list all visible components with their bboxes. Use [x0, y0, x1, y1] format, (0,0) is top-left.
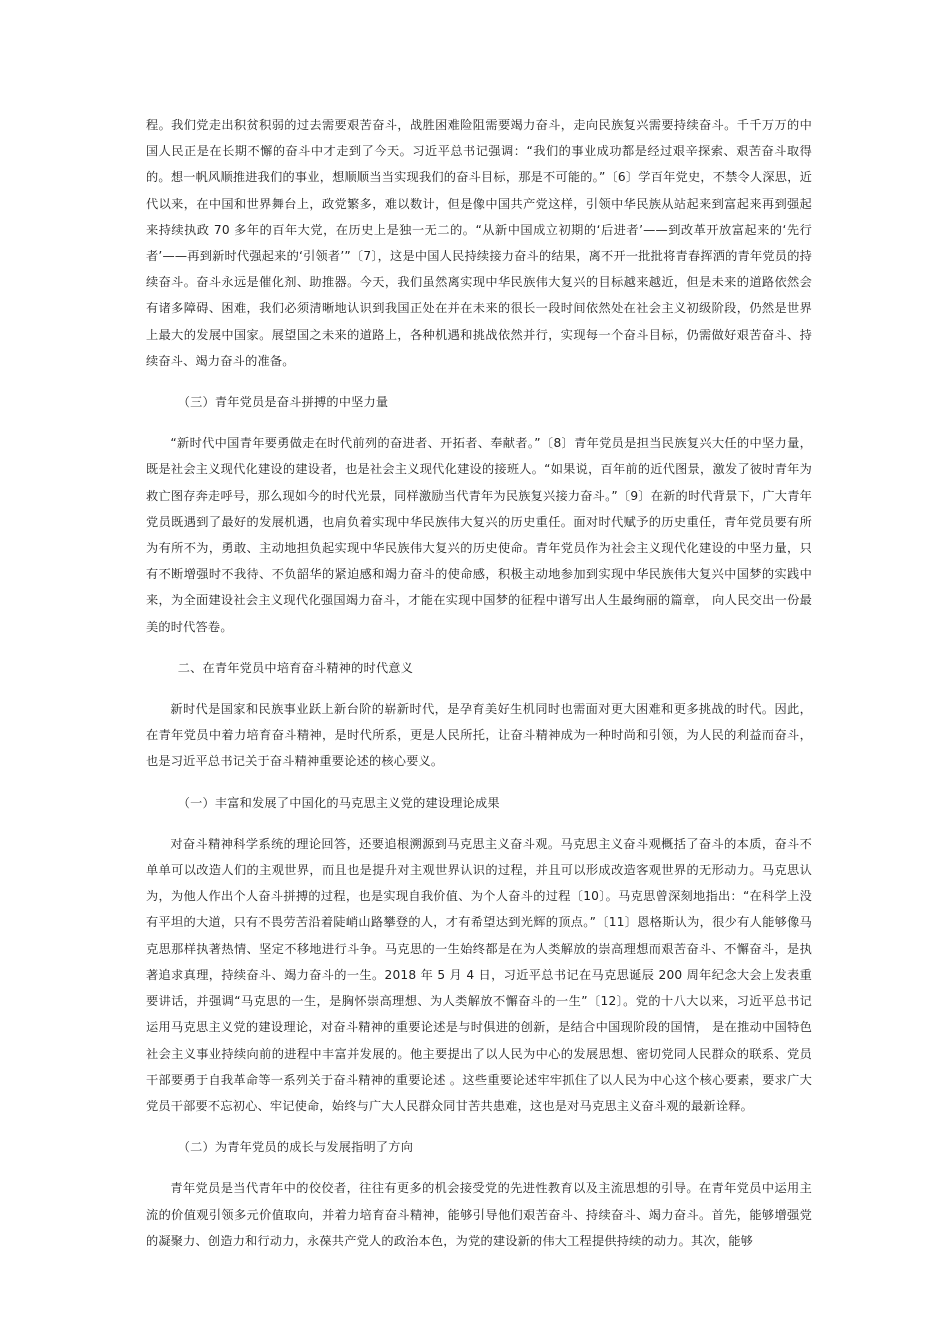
section-heading: （三）青年党员是奋斗拼搏的中坚力量	[177, 395, 389, 410]
section-heading: 二、在青年党员中培育奋斗精神的时代意义	[177, 660, 414, 675]
paragraph: 对奋斗精神科学系统的理论回答，还要追根溯源到马克思主义奋斗观。马克思主义奋斗观概括了奋斗的本质，奋斗不单单可以改造人们的主观世界，而且也是提升对主观世界认识的过程，并且可以形成改造客观世界的无形动力。马克思认为，为他人作出个人奋斗拼搏的过程，也是实现自我价值、为个人奋斗的过程〔10〕。马克思曾深刻地指出：“在科学上没有平坦的大道，只有不畏劳苦沿着陡峭山路攀登的人，才有希望达到光辉的顶点。”〔11〕恩格斯认为，很少有人能够像马克思那样执著热情、坚定不移地进行斗争。马克思的一生始终都是在为人类解放的崇高理想而艰苦奋斗、不懈奋斗，是执著追求真理，持续奋斗、竭力奋斗的一生。2018 年 5 月 4 日，习近平总书记在马克思诞辰 200 周年纪念大会上发表重要讲话，并强调“马克思的一生，是胸怀崇高理想、为人类解放不懈奋斗的一生”〔12〕。党的十八大以来，习近平总书记运用马克思主义党的建设理论，对奋斗精神的重要论述是与时俱进的创新，是结合中国现阶段的国情， 是在推动中国特色社会主义事业持续向前的进程中丰富并发展的。他主要提出了以人民为中心的发展思想、密切党同人民群众的联系、党员干部要勇于自我革命等一系列关于奋斗精神的重要论述 。这些重要论述牢牢抓住了以人民为中心这个核心要素，要求广大党员干部要不忘初心、牢记使命，始终与广大人民群众同甘苦共患难，这也是对马克思主义奋斗观的最新诠释。	[146, 836, 812, 1113]
paragraph: 青年党员是当代青年中的佼佼者，往往有更多的机会接受党的先进性教育以及主流思想的引导。在青年党员中运用主流的价值观引领多元价值取向，并着力培育奋斗精神，能够引导他们艰苦奋斗、持续奋斗、竭力奋斗。首先，能够增强党的凝聚力、创造力和行动力，永葆共产党人的政治本色，为党的建设新的伟大工程提供持续的动力。其次，能够	[146, 1181, 812, 1248]
paragraph: “新时代中国青年要勇做走在时代前列的奋进者、开拓者、奉献者。”〔8〕青年党员是担当民族复兴大任的中坚力量，既是社会主义现代化建设的建设者，也是社会主义现代化建设的接班人。“如果说，百年前的近代图景，激发了彼时青年为救亡图存奔走呼号，那么现如今的时代光景，同样激励当代青年为民族复兴接力奋斗。”〔9〕在新的时代背景下，广大青年党员既遇到了最好的发展机遇，也肩负着实现中华民族伟大复兴的历史重任。面对时代赋予的历史重任，青年党员要有所为有所不为，勇敢、主动地担负起实现中华民族伟大复兴的历史使命。青年党员作为社会主义现代化建设的中坚力量，只有不断增强时不我待、不负韶华的紧迫感和竭力奋斗的使命感，积极主动地参加到实现中华民族伟大复兴中国梦的实践中来，为全面建设社会主义现代化强国竭力奋斗，才能在实现中国梦的征程中谱写出人生最绚丽的篇章， 向人民交出一份最美的时代答卷。	[146, 436, 812, 634]
document-page	[146, 112, 812, 1269]
section-heading: （二）为青年党员的成长与发展指明了方向	[177, 1140, 414, 1155]
paragraph: 新时代是国家和民族事业跃上新台阶的崭新时代，是孕育美好生机同时也需面对更大困难和更多挑战的时代。因此，在青年党员中着力培育奋斗精神，是时代所系，更是人民所托，让奋斗精神成为一种时尚和引领，为人民的利益而奋斗，也是习近平总书记关于奋斗精神重要论述的核心要义。	[146, 702, 812, 769]
section-heading: （一）丰富和发展了中国化的马克思主义党的建设理论成果	[177, 795, 500, 810]
paragraph: 程。我们党走出积贫积弱的过去需要艰苦奋斗，战胜困难险阻需要竭力奋斗，走向民族复兴需要持续奋斗。千千万万的中国人民正是在长期不懈的奋斗中才走到了今天。习近平总书记强调：“我们的事业成功都是经过艰辛探索、艰苦奋斗取得的。想一帆风顺推进我们的事业，想顺顺当当实现我们的奋斗目标，那是不可能的。”〔6〕学百年党史，不禁令人深思，近代以来，在中国和世界舞台上，政党繁多，难以数计，但是像中国共产党这样，引领中华民族从站起来到富起来再到强起来持续执政 70 多年的百年大党，在历史上是独一无二的。“从新中国成立初期的‘后进者’——到改革开放富起来的‘先行者’——再到新时代强起来的‘引领者’”〔7〕，这是中国人民持续接力奋斗的结果，离不开一批批将青春挥洒的青年党员的持续奋斗。奋斗永远是催化剂、助推器。今天，我们虽然离实现中华民族伟大复兴的目标越来越近，但是未来的道路依然会有诸多障碍、困难，我们必须清晰地认识到我国正处在并在未来的很长一段时间依然处在社会主义初级阶段，仍然是世界上最大的发展中国家。展望国之未来的道路上，各种机遇和挑战依然并行，实现每一个奋斗目标，仍需做好艰苦奋斗、持续奋斗、竭力奋斗的准备。	[146, 118, 812, 368]
